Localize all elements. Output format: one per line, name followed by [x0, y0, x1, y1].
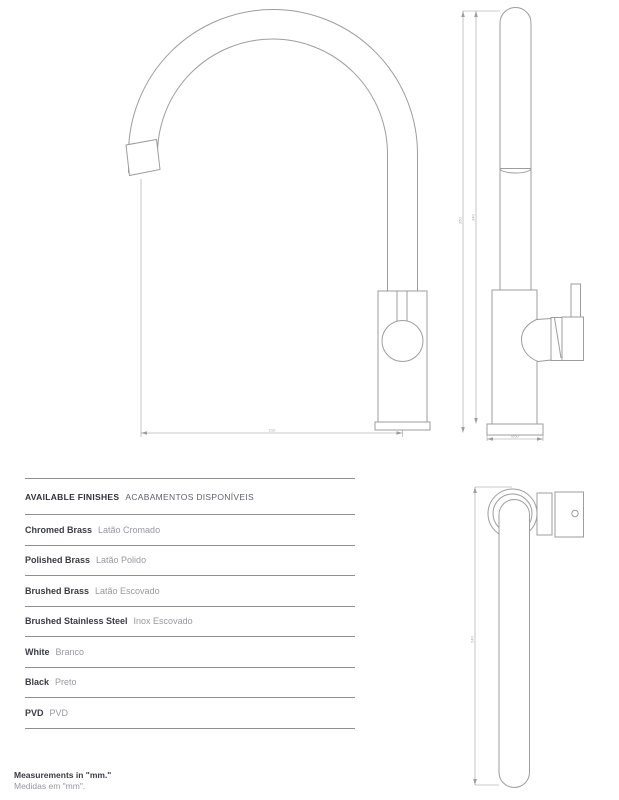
valve-circle: [382, 321, 423, 362]
available-finishes-table: [25, 478, 355, 729]
finish-name-pt: Latão Cromado: [98, 524, 161, 535]
finish-name-pt: Branco: [55, 646, 85, 657]
table-row: [25, 546, 355, 577]
finish-name-en: Brushed Stainless Steel: [25, 616, 128, 627]
measurements-note: [14, 770, 111, 793]
finish-name-en: Brushed Brass: [25, 585, 90, 596]
top-view-drawing: [470, 487, 584, 788]
top-length-dimension-label: 240: [469, 636, 475, 643]
finish-name-pt: Latão Polido: [96, 555, 147, 566]
side-base-dimension-label: Ø50: [511, 433, 519, 439]
table-header-en: AVAILABLE FINISHES: [25, 491, 120, 502]
table-row: [25, 668, 355, 699]
front-reach-dimension-label: 210: [268, 427, 276, 433]
finish-name-en: Polished Brass: [25, 555, 91, 566]
finish-name-en: PVD: [25, 707, 44, 718]
table-row: [25, 607, 355, 638]
finish-name-pt: Inox Escovado: [133, 616, 193, 627]
finish-name-en: White: [25, 646, 50, 657]
side-height-body-dimension-label: 340: [470, 214, 476, 221]
table-header-pt: ACABAMENTOS DISPONÍVEIS: [125, 491, 254, 502]
table-row: [25, 515, 355, 546]
table-row: [25, 637, 355, 668]
handle-stick: [571, 284, 581, 317]
table-row: [25, 576, 355, 607]
finish-name-en: Chromed Brass: [25, 524, 93, 535]
side-height-total-dimension-label: 350: [457, 217, 463, 224]
handle-screw-hole: [572, 510, 578, 516]
finish-name-pt: PVD: [49, 707, 69, 718]
measurements-note-pt: Medidas em "mm".: [14, 781, 86, 792]
front-view-drawing: [126, 9, 430, 437]
finish-name-pt: Latão Escovado: [95, 585, 160, 596]
table-header: [25, 479, 355, 515]
side-view-drawing: [458, 8, 584, 442]
finish-name-pt: Preto: [55, 677, 77, 688]
table-row: [25, 698, 355, 729]
measurements-note-en: Measurements in "mm.": [14, 770, 112, 780]
finish-name-en: Black: [25, 677, 50, 688]
